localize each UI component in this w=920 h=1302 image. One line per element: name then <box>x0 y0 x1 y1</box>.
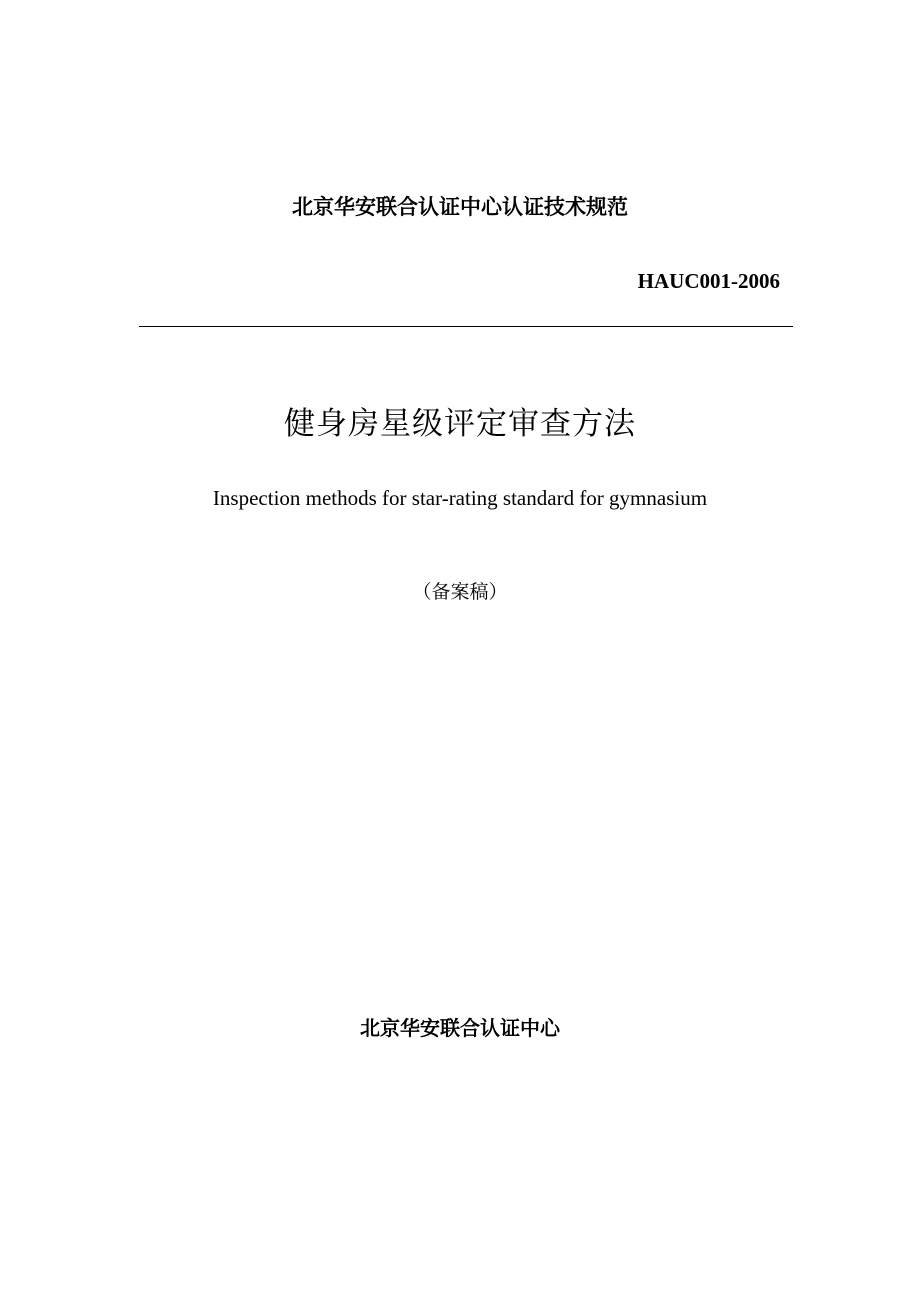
title-english: Inspection methods for star-rating standard for gymnasium <box>212 486 708 510</box>
draft-status-note: （备案稿） <box>412 581 508 603</box>
document-code: HAUC001-2006 <box>637 269 780 293</box>
header-divider <box>139 326 793 327</box>
title-chinese: 健身房星级评定审查方法 <box>284 406 636 442</box>
org-header: 北京华安联合认证中心认证技术规范 <box>292 195 628 219</box>
issuing-organization: 北京华安联合认证中心 <box>360 1016 560 1040</box>
